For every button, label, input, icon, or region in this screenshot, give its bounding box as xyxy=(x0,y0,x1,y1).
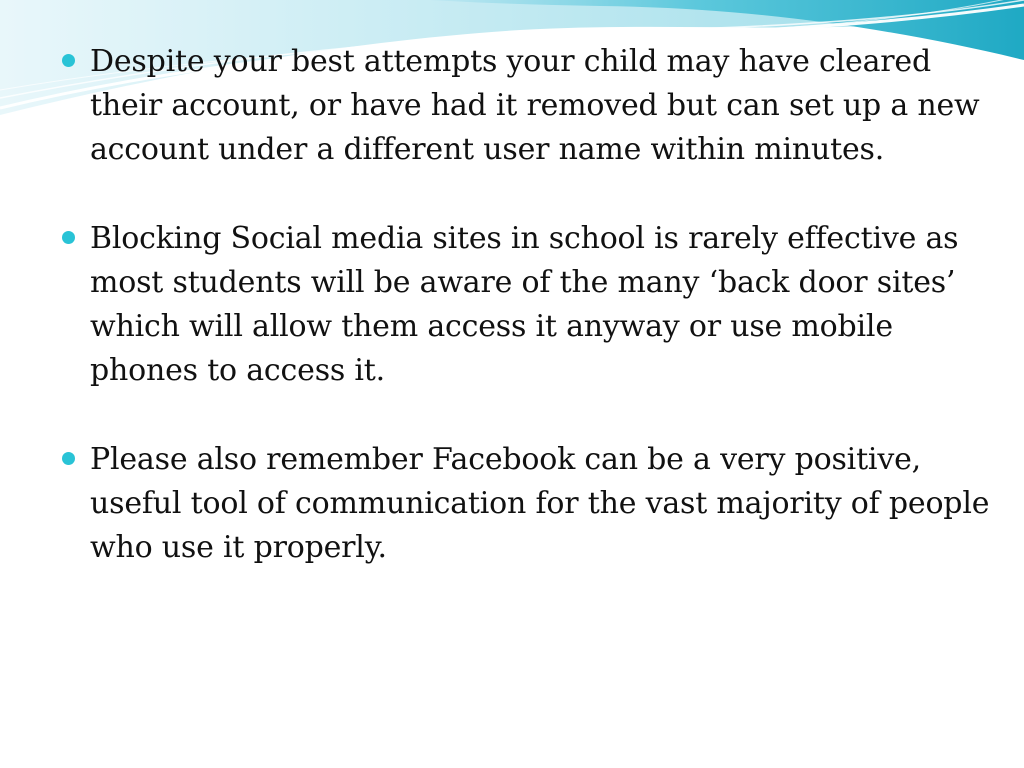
bullet-item xyxy=(58,438,1008,570)
bullet-dot-icon xyxy=(62,231,75,244)
bullet-text: Blocking Social media sites in school is rarely effective as most students will be aware of the many ‘back door sites’ which will allow them access it anyway or use mobile phones to access it. xyxy=(90,221,959,388)
bullet-item xyxy=(58,217,1008,393)
bullet-text: Please also remember Facebook can be a very positive, useful tool of communication for the vast majority of people who use it properly. xyxy=(90,442,990,565)
bullet-dot-icon xyxy=(62,54,75,67)
bullet-text: Despite your best attempts your child may have cleared their account, or have had it removed but can set up a new account under a different user name within minutes. xyxy=(90,44,980,167)
bullet-item xyxy=(58,40,1008,172)
bullet-dot-icon xyxy=(62,452,75,465)
bullet-list xyxy=(58,40,1008,615)
